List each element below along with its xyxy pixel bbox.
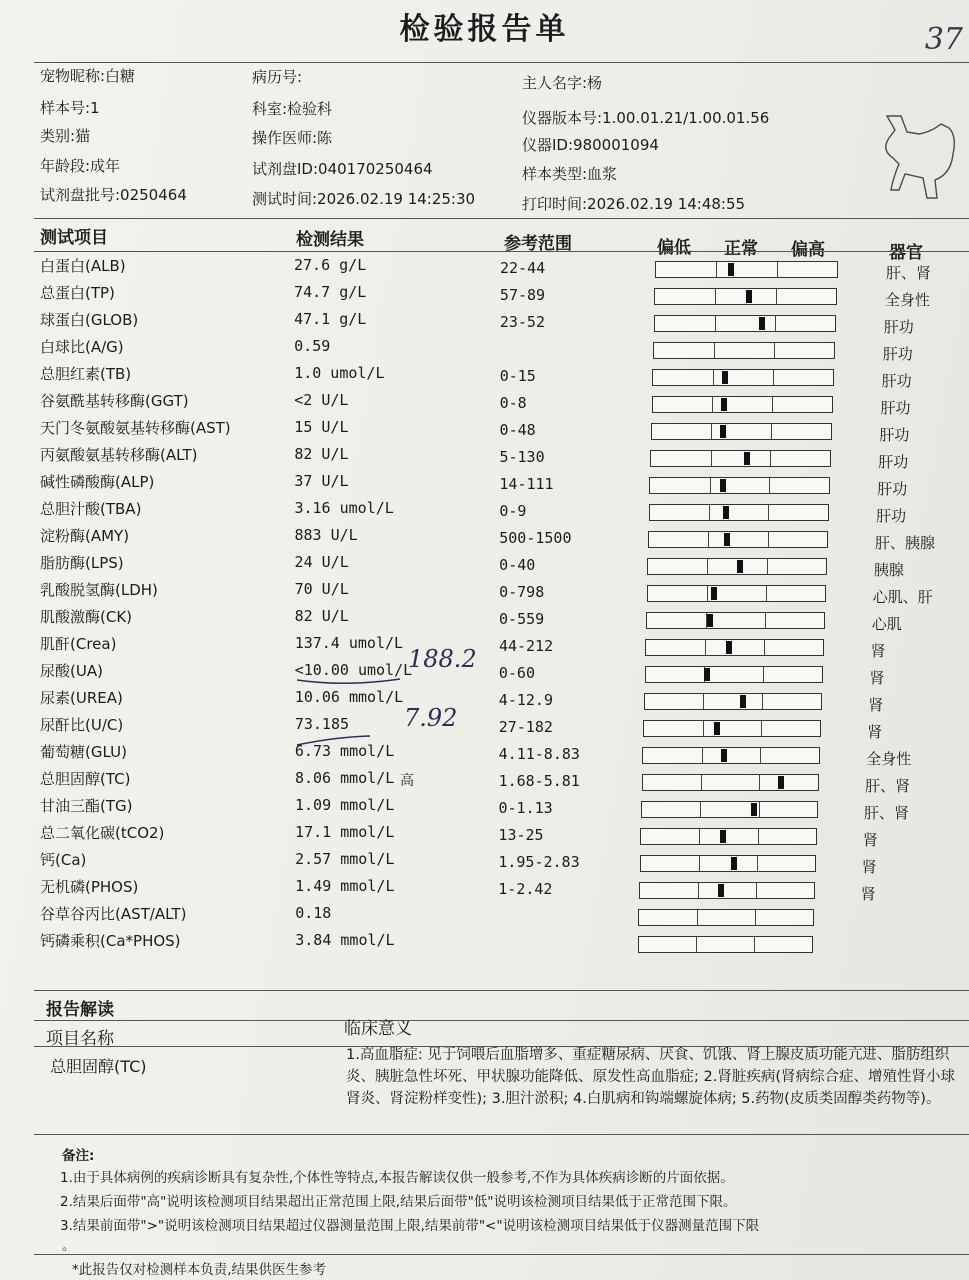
handwritten-urea-note: 7.92 xyxy=(404,704,458,732)
row-range: 13-25 xyxy=(498,826,544,844)
row-item: 丙氨酸氨基转移酶(ALT) xyxy=(40,446,198,464)
range-bar-divider xyxy=(777,262,778,277)
row-organ: 全身性 xyxy=(866,750,912,768)
range-bar xyxy=(646,612,825,629)
handwritten-underline-uc xyxy=(295,733,375,749)
row-item: 白蛋白(ALB) xyxy=(40,257,126,275)
range-bar xyxy=(647,558,827,575)
range-bar xyxy=(652,369,834,386)
range-bar-divider xyxy=(699,856,700,871)
row-item: 尿酸(UA) xyxy=(40,662,103,680)
row-organ: 肝功 xyxy=(879,426,910,444)
range-bar-divider xyxy=(767,559,768,574)
header-top-rule xyxy=(34,62,969,63)
interp-section-title: 报告解读 xyxy=(46,1000,114,1020)
reagent-disc-id: 试剂盘ID:040170250464 xyxy=(252,160,433,178)
range-bar xyxy=(652,396,834,413)
sample-number: 样本号:1 xyxy=(40,99,100,117)
range-bar xyxy=(644,693,822,710)
row-result: 24 U/L xyxy=(294,553,349,571)
row-item: 总蛋白(TP) xyxy=(40,284,115,302)
range-bar-divider xyxy=(703,694,704,709)
row-result: 883 U/L xyxy=(294,526,358,544)
range-bar-marker xyxy=(723,506,729,519)
row-range: 44-212 xyxy=(498,637,554,655)
row-organ: 肝功 xyxy=(880,399,911,417)
row-result: 82 U/L xyxy=(294,607,349,625)
range-bar-divider xyxy=(700,802,701,817)
interp-head-rule xyxy=(34,1020,969,1021)
col-item: 测试项目 xyxy=(40,228,108,248)
row-organ: 肝、肾 xyxy=(864,804,910,822)
row-result: 74.7 g/L xyxy=(294,283,367,301)
report-footer: *此报告仅对检测样本负责,结果供医生参考 xyxy=(72,1262,327,1278)
row-range: 0-798 xyxy=(499,583,545,601)
range-bar xyxy=(643,720,821,737)
range-bar-marker xyxy=(718,884,724,897)
range-bar-divider xyxy=(711,451,712,466)
table-head-rule xyxy=(34,251,969,252)
row-flag: 高 xyxy=(400,773,414,789)
range-bar-divider xyxy=(763,667,764,682)
owner-name: 主人名字:杨 xyxy=(522,74,603,92)
row-range: 22-44 xyxy=(500,259,546,277)
range-bar xyxy=(648,531,828,548)
row-range: 0-15 xyxy=(499,367,536,385)
row-organ: 肝、胰腺 xyxy=(875,534,936,552)
row-item: 肌酐(Crea) xyxy=(40,635,117,653)
row-organ: 肝功 xyxy=(877,480,908,498)
row-range: 0-8 xyxy=(499,394,527,412)
col-result: 检测结果 xyxy=(296,230,364,250)
row-item: 无机磷(PHOS) xyxy=(40,878,139,896)
range-bar-divider xyxy=(755,910,756,925)
reagent-batch: 试剂盘批号:0250464 xyxy=(40,186,187,204)
range-bar-marker xyxy=(724,533,730,546)
range-bar-divider xyxy=(762,694,763,709)
row-result: <10.00 umol/L xyxy=(294,661,413,679)
row-result: 2.57 mmol/L xyxy=(295,850,395,868)
row-organ: 全身性 xyxy=(884,291,930,309)
row-range: 1.95-2.83 xyxy=(498,853,580,871)
range-bar-marker xyxy=(721,749,727,762)
row-item: 谷草谷丙比(AST/ALT) xyxy=(40,905,187,923)
print-time: 打印时间:2026.02.19 14:48:55 xyxy=(522,195,746,213)
test-time: 测试时间:2026.02.19 14:25:30 xyxy=(252,190,476,208)
range-bar-divider xyxy=(772,397,773,412)
row-result: 1.09 mmol/L xyxy=(295,796,395,814)
range-bar xyxy=(649,504,829,521)
range-bar xyxy=(645,666,824,683)
sample-type: 样本类型:血浆 xyxy=(522,165,618,183)
handwritten-crea-note: 188.2 xyxy=(408,645,477,673)
range-bar-marker xyxy=(720,479,726,492)
row-result: 137.4 umol/L xyxy=(294,634,404,652)
row-organ: 肝、肾 xyxy=(865,777,911,795)
row-result: <2 U/L xyxy=(294,391,349,409)
col-normal: 正常 xyxy=(724,239,758,259)
row-result: 0.59 xyxy=(294,337,331,355)
range-bar-divider xyxy=(696,937,697,952)
row-item: 白球比(A/G) xyxy=(40,338,124,356)
range-bar-divider xyxy=(707,559,708,574)
cat-drawing-icon xyxy=(879,98,969,218)
range-bar-divider xyxy=(710,478,711,493)
range-bar-divider xyxy=(764,640,765,655)
row-item: 天门冬氨酸氨基转移酶(AST) xyxy=(40,419,231,437)
range-bar-divider xyxy=(759,802,760,817)
row-item: 肌酸激酶(CK) xyxy=(40,608,133,626)
row-result: 82 U/L xyxy=(294,445,349,463)
range-bar-divider xyxy=(713,370,714,385)
row-result: 17.1 mmol/L xyxy=(295,823,395,841)
instrument-version: 仪器版本号:1.00.01.21/1.00.01.56 xyxy=(522,109,770,127)
range-bar-divider xyxy=(754,937,755,952)
range-bar-marker xyxy=(740,695,746,708)
range-bar xyxy=(642,774,819,791)
row-item: 葡萄糖(GLU) xyxy=(40,743,127,761)
row-item: 谷氨酰基转移酶(GGT) xyxy=(40,392,189,410)
row-result: 1.0 umol/L xyxy=(294,364,385,382)
row-result: 15 U/L xyxy=(294,418,349,436)
row-result: 47.1 g/L xyxy=(294,310,367,328)
range-bar-divider xyxy=(771,424,772,439)
row-item: 脂肪酶(LPS) xyxy=(40,554,124,572)
notes-top-rule xyxy=(34,1134,969,1135)
operator: 操作医师:陈 xyxy=(252,129,333,147)
range-bar-divider xyxy=(716,262,717,277)
row-item: 钙(Ca) xyxy=(40,851,87,869)
row-item: 球蛋白(GLOB) xyxy=(40,311,139,329)
row-result: 8.06 mmol/L xyxy=(294,769,395,787)
col-organ: 器官 xyxy=(889,243,923,263)
range-bar-marker xyxy=(711,587,717,600)
range-bar-divider xyxy=(703,721,704,736)
row-organ: 肾 xyxy=(860,885,876,903)
instrument-id: 仪器ID:980001094 xyxy=(522,136,659,154)
range-bar-divider xyxy=(702,748,703,763)
col-high: 偏高 xyxy=(791,240,825,260)
range-bar-divider xyxy=(765,613,766,628)
range-bar xyxy=(653,342,835,359)
row-result: 73.185 xyxy=(294,715,350,733)
range-bar-marker xyxy=(778,776,784,789)
row-result: 10.06 mmol/L xyxy=(294,688,404,706)
range-bar-divider xyxy=(766,586,767,601)
row-organ: 肝功 xyxy=(878,453,909,471)
handwritten-corner-number: 37 xyxy=(924,22,963,57)
row-organ: 肾 xyxy=(868,696,884,714)
range-bar-divider xyxy=(699,829,700,844)
range-bar xyxy=(649,477,830,494)
pet-name: 宠物昵称:白糖 xyxy=(40,67,136,85)
row-result: 3.84 mmol/L xyxy=(295,931,395,949)
range-bar xyxy=(638,909,814,926)
interp-item: 总胆固醇(TC) xyxy=(50,1057,147,1076)
row-item: 总胆固醇(TC) xyxy=(40,770,131,788)
row-organ: 肝、肾 xyxy=(886,264,932,282)
row-range: 4.11-8.83 xyxy=(498,745,580,763)
range-bar xyxy=(647,585,826,602)
range-bar-divider xyxy=(769,478,770,493)
range-bar-divider xyxy=(759,775,760,790)
range-bar-marker xyxy=(722,371,728,384)
range-bar-divider xyxy=(709,505,710,520)
age-group: 年龄段:成年 xyxy=(40,157,121,175)
note-1: 1.由于具体病例的疾病诊断具有复杂性,个体性等特点,本报告解读仅供一般参考,不作为具体疾病诊断的片面依据。 xyxy=(60,1170,734,1186)
row-range: 1-2.42 xyxy=(498,880,553,898)
range-bar-divider xyxy=(758,829,759,844)
animal-category: 类别:猫 xyxy=(40,127,91,145)
header-bottom-rule xyxy=(34,218,969,219)
interp-col-item: 项目名称 xyxy=(46,1029,114,1049)
row-result: 37 U/L xyxy=(294,472,349,490)
range-bar-marker xyxy=(728,263,734,276)
range-bar-marker xyxy=(720,425,726,438)
range-bar-marker xyxy=(746,290,752,303)
row-organ: 肝功 xyxy=(876,507,907,525)
row-item: 尿素(UREA) xyxy=(40,689,123,707)
range-bar-divider xyxy=(707,586,708,601)
range-bar xyxy=(645,639,824,656)
note-2: 2.结果后面带"高"说明该检测项目结果超出正常范围上限,结果后面带"低"说明该检测项目结果低于正常范围下限。 xyxy=(60,1194,737,1210)
row-result: 27.6 g/L xyxy=(294,256,367,274)
row-result: 3.16 umol/L xyxy=(294,499,394,517)
range-bar-marker xyxy=(759,317,765,330)
note-3-end: 。 xyxy=(62,1238,76,1254)
range-bar-divider xyxy=(768,532,769,547)
note-3: 3.结果前面带">"说明该检测项目结果超过仪器测量范围上限,结果前带"<"说明该检测项目结果低于仪器测量范围下限 xyxy=(60,1218,760,1234)
row-result: 0.18 xyxy=(295,904,332,922)
col-range: 参考范围 xyxy=(504,234,572,254)
row-organ: 胰腺 xyxy=(873,561,904,579)
row-range: 57-89 xyxy=(499,286,546,304)
range-bar-divider xyxy=(714,343,715,358)
range-bar xyxy=(640,855,816,872)
notes-title: 备注: xyxy=(62,1148,95,1164)
range-bar-divider xyxy=(708,532,709,547)
row-organ: 肾 xyxy=(869,669,885,687)
row-item: 乳酸脱氢酶(LDH) xyxy=(40,581,158,599)
row-range: 5-130 xyxy=(499,448,545,466)
range-bar-divider xyxy=(761,721,762,736)
range-bar-divider xyxy=(776,289,777,304)
range-bar xyxy=(639,882,815,899)
range-bar-divider xyxy=(760,748,761,763)
row-organ: 肾 xyxy=(861,858,877,876)
range-bar xyxy=(654,288,837,305)
col-low: 偏低 xyxy=(657,238,691,258)
case-number: 病历号: xyxy=(252,68,303,86)
range-bar-marker xyxy=(720,830,726,843)
range-bar-divider xyxy=(705,640,706,655)
interp-top-rule xyxy=(34,990,969,991)
range-bar xyxy=(654,315,836,332)
range-bar xyxy=(640,828,817,845)
range-bar-divider xyxy=(773,370,774,385)
row-range: 0-1.13 xyxy=(498,799,553,817)
range-bar xyxy=(650,450,831,467)
range-bar-marker xyxy=(751,803,757,816)
row-organ: 肾 xyxy=(867,723,883,741)
range-bar-marker xyxy=(721,398,727,411)
department: 科室:检验科 xyxy=(252,100,333,118)
range-bar xyxy=(642,747,820,764)
row-result: 70 U/L xyxy=(294,580,349,598)
row-organ: 肾 xyxy=(870,642,886,660)
interp-meaning: 1.高血脂症: 见于饲喂后血脂增多、重症糖尿病、厌食、饥饿、肾上腺皮质功能亢进、脂肪组织炎、胰脏急性坏死、甲状腺功能降低、原发性高血脂症; 2.肾脏疾病(肾病综合症、增殖性肾小球肾炎、肾淀粉样变性); 3.胆汁淤积; 4.白肌病和钩端螺旋体病; 5.药物(皮质类固醇类药物等)。 xyxy=(346,1047,955,1107)
report-title: 检验报告单 xyxy=(399,12,570,47)
row-range: 0-60 xyxy=(498,664,535,682)
row-range: 0-40 xyxy=(499,556,536,574)
interp-col-meaning: 临床意义 xyxy=(344,1019,412,1039)
row-item: 总二氧化碳(tCO2) xyxy=(40,824,165,842)
range-bar-divider xyxy=(768,505,769,520)
range-bar-divider xyxy=(770,451,771,466)
range-bar-marker xyxy=(726,641,732,654)
range-bar xyxy=(638,936,814,953)
row-range: 0-48 xyxy=(499,421,536,439)
row-item: 碱性磷酸酶(ALP) xyxy=(40,473,155,491)
range-bar-divider xyxy=(757,856,758,871)
range-bar-marker xyxy=(714,722,720,735)
range-bar-divider xyxy=(775,316,776,331)
range-bar xyxy=(651,423,832,440)
row-organ: 肝功 xyxy=(882,345,913,363)
handwritten-underline xyxy=(295,673,405,687)
range-bar xyxy=(641,801,818,818)
row-item: 尿酐比(U/C) xyxy=(40,716,124,734)
range-bar-divider xyxy=(698,883,699,898)
notes-bottom-rule xyxy=(34,1254,969,1255)
row-result: 6.73 mmol/L xyxy=(294,742,395,760)
range-bar-divider xyxy=(756,883,757,898)
range-bar-divider xyxy=(712,397,713,412)
row-item: 甘油三酯(TG) xyxy=(40,797,133,815)
row-item: 钙磷乘积(Ca*PHOS) xyxy=(40,932,181,950)
row-organ: 肾 xyxy=(862,831,878,849)
range-bar-divider xyxy=(711,424,712,439)
range-bar-divider xyxy=(715,316,716,331)
row-organ: 心肌、肝 xyxy=(872,588,933,606)
range-bar-divider xyxy=(697,910,698,925)
range-bar-divider xyxy=(774,343,775,358)
row-range: 27-182 xyxy=(498,718,553,736)
row-organ: 肝功 xyxy=(881,372,912,390)
range-bar-marker xyxy=(707,614,713,627)
range-bar-marker xyxy=(731,857,737,870)
range-bar-marker xyxy=(744,452,750,465)
row-range: 0-559 xyxy=(499,610,545,628)
row-range: 4-12.9 xyxy=(498,691,553,709)
range-bar-marker xyxy=(704,668,710,681)
range-bar-divider xyxy=(715,289,716,304)
row-result: 1.49 mmol/L xyxy=(295,877,395,895)
row-item: 总胆汁酸(TBA) xyxy=(40,500,142,518)
range-bar-divider xyxy=(701,775,702,790)
row-item: 淀粉酶(AMY) xyxy=(40,527,130,545)
row-range: 500-1500 xyxy=(499,529,572,547)
row-organ: 肝功 xyxy=(883,318,914,336)
row-range: 0-9 xyxy=(499,502,527,520)
row-range: 23-52 xyxy=(499,313,545,331)
row-item: 总胆红素(TB) xyxy=(40,365,132,383)
row-range: 1.68-5.81 xyxy=(498,772,580,790)
row-organ: 心肌 xyxy=(871,615,902,633)
row-range: 14-111 xyxy=(499,475,554,493)
range-bar xyxy=(655,261,838,278)
range-bar-marker xyxy=(737,560,743,573)
